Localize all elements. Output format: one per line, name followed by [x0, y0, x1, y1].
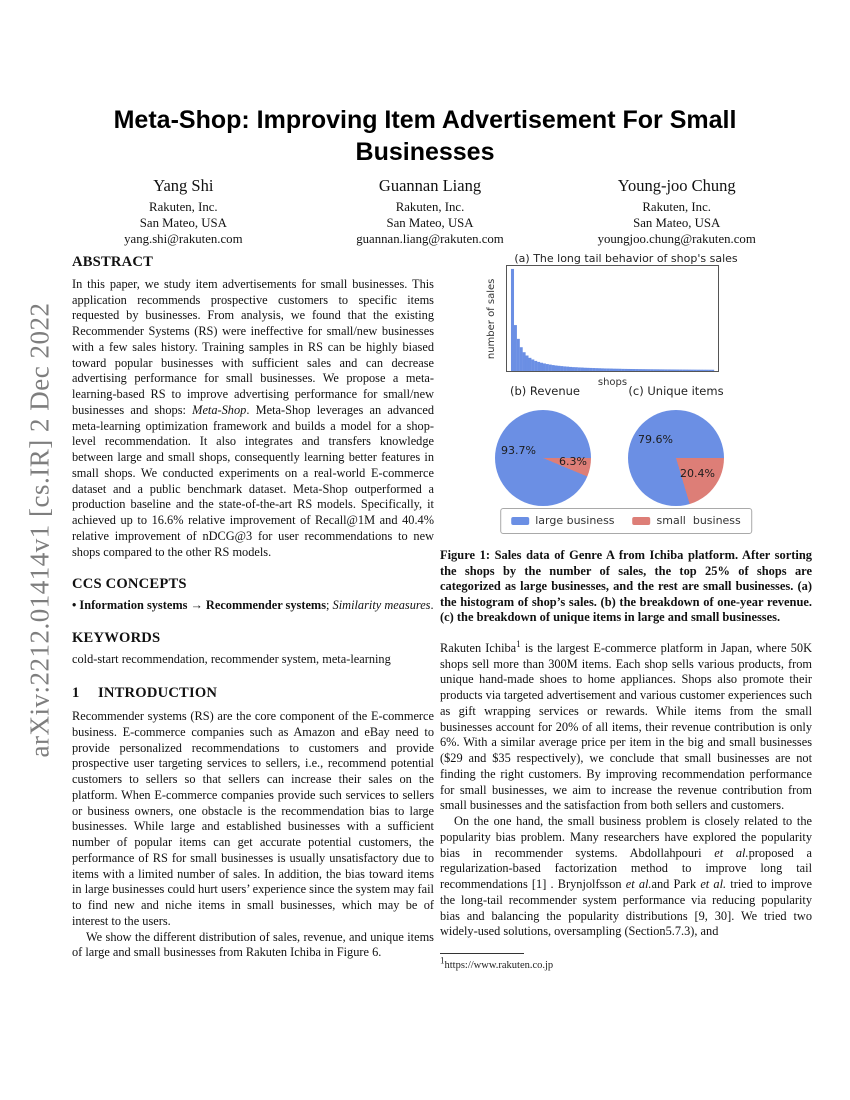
- section-number: 1: [72, 685, 80, 702]
- author-block-3: [553, 176, 800, 248]
- author-name: Yang Shi: [153, 176, 214, 195]
- figure-caption: Figure 1: Sales data of Genre A from Ichiba platform. After sorting the shops by the number of sales, the top 25% of shops are categorized as large businesses, and the rest are small businesses. (a) the histogram of shop’s sales. (b) the breakdown of one-year revenue. (c) the breakdown of unique items in large and small businesses.: [440, 548, 812, 625]
- left-column: [72, 255, 434, 961]
- pie-label-small-revenue: 6.3%: [559, 455, 587, 468]
- pie-label-large-items: 79.6%: [638, 433, 673, 446]
- footnote: [440, 955, 812, 974]
- abstract-paragraph: In this paper, we study item advertisements for small businesses. This application recommends prospective customers to specific items requested by businesses. From analysis, we found that the existing Recommender Systems (RS) were ineffective for small/new businesses with a few sales history. Training samples in RS can be highly biased toward popular businesses with sufficient sales and can decrease advertising performance for small businesses. We propose a meta-learning-based RS to improve advertising performance for small/new businesses and shops: Meta-Shop. Meta-Shop leverages an advanced meta-learning optimization framework and builds a model for a shop-level recommendation. It also integrates and transfers knowledge between large and small shops, consequently learning better features in small shops. We conducted experiments on a real-world E-commerce dataset and a public benchmark dataset. Meta-Shop outperformed a production baseline and the state-of-the-art RS models. Specifically, it achieved up to 16.6% relative improvement of Recall@1M and 40.4% relative improvement of nDCG@3 for user recommendations to new shops compared to the other RS models.: [72, 276, 434, 559]
- footnote-marker: 1: [440, 955, 445, 966]
- figure-1: [440, 248, 812, 548]
- ccs-concepts-line: • Information systems → Recommender systems; Similarity measures.: [72, 598, 434, 612]
- ccs-heading: CCS CONCEPTS: [72, 576, 187, 593]
- pie-unique-items-title: (c) Unique items: [628, 384, 724, 398]
- author-affiliation: Rakuten, Inc.: [149, 200, 218, 214]
- legend-swatch-large-icon: [511, 517, 529, 525]
- keywords-line: cold-start recommendation, recommender system, meta-learning: [72, 651, 391, 666]
- body-paragraph-1: Rakuten Ichiba$^1$ is the largest E-commerce platform in Japan, where 50K shops sell more than 300M items. Each shop sells various products, from unique hand-made shoes to home appliances. Shops also promote their products via targeted advertisement and various customer experiences such as gift wrapping services or rewards. While items from the small businesses account for 20% of all items, their revenue contribution is only 6%. With a similar average price per item in the big and small businesses ($29 and $35 respectively), we conclude that small businesses are not finding the right customers. By improving recommendation performance for small businesses, we aim to increase the revenue contribution from small businesses and the satisfaction from both sellers and customers.: [440, 638, 812, 813]
- introduction-heading: [72, 686, 434, 702]
- paper-title-line2: Businesses: [355, 138, 495, 166]
- legend-label-large: large business: [535, 514, 615, 527]
- histogram-bars: [507, 266, 718, 371]
- legend-swatch-small-icon: [633, 517, 651, 525]
- figure-legend: [500, 508, 752, 534]
- paper-title-line1: Meta-Shop: Improving Item Advertisement For Small: [113, 106, 737, 134]
- section-title: INTRODUCTION: [98, 685, 218, 702]
- author-name: Young-joo Chung: [617, 176, 736, 195]
- author-email[interactable]: yang.shi@rakuten.com: [124, 232, 243, 246]
- authors-row: [60, 176, 800, 248]
- author-affiliation: Rakuten, Inc.: [642, 200, 711, 214]
- intro-paragraph-1: Recommender systems (RS) are the core component of the E-commerce business. E-commerce companies such as Amazon and eBay need to provide personalized recommendations to customers and provide prospective user targeting services to sellers, i.e., recommend potential customers to sellers so that sellers can increase their sales on the platform. When E-commerce companies provide such services to sellers or business owners, one obstacle is the recommendation bias to large businesses. While large and established businesses with a sufficient number of popular items can get accurate potential customers, the performance of RS for small businesses is usually unsatisfactory due to items with a limited number of sales. In addition, the bias toward items in large businesses could hurt users’ experience since the system may fail to find new and niche items in small businesses, which may be of interest to the users.: [72, 709, 434, 928]
- histogram-plot: [506, 265, 719, 372]
- histogram-ylabel: number of sales: [486, 278, 498, 360]
- keywords-heading: KEYWORDS: [72, 629, 161, 646]
- author-location: San Mateo, USA: [386, 216, 474, 230]
- footnote-rule: [440, 953, 524, 954]
- pie-chart-unique-items: [628, 410, 724, 506]
- author-block-2: [307, 176, 554, 248]
- histogram-xlabel: shops: [597, 377, 628, 388]
- arxiv-watermark: arXiv:2212.01414v1 [cs.IR] 2 Dec 2022: [24, 302, 55, 758]
- author-block-1: [60, 176, 307, 248]
- footnote-zone: [440, 953, 812, 974]
- histogram-ylabel-wrap: [487, 265, 497, 372]
- histogram-title: (a) The long tail behavior of shop's sales: [514, 252, 738, 265]
- footnote-url-link[interactable]: https://www.rakuten.co.jp: [444, 960, 554, 972]
- body-paragraph-2: On the one hand, the small business problem is closely related to the popularity bias problem. Many researchers have explored the popularity bias in recommender systems. Abdollahpouri et al.proposed a regularization-based factorization method to improve long tail recommendations [1] . Brynjolfsson et al.and Park et al. tried to improve the long-tail recommender system performance via reducing popularity bias and balancing the popularity distributions [9, 30]. We tried two widely-used solutions, oversampling (Section5.7.3), and: [440, 814, 813, 939]
- right-column: [440, 248, 812, 974]
- intro-paragraph-2: We show the different distribution of sales, revenue, and unique items of large and small businesses from Rakuten Ichiba in Figure 6.: [72, 929, 434, 960]
- legend-item-large-business: [511, 513, 614, 529]
- pie-revenue-title: (b) Revenue: [509, 384, 580, 398]
- pie-label-small-items: 20.4%: [680, 467, 715, 480]
- abstract-heading: ABSTRACT: [72, 254, 154, 270]
- pie-chart-revenue: [495, 410, 591, 506]
- pie-label-large-revenue: 93.7%: [501, 444, 536, 457]
- paper-title: [0, 104, 850, 168]
- legend-label-small: small business: [656, 514, 741, 527]
- author-email[interactable]: youngjoo.chung@rakuten.com: [597, 232, 756, 246]
- author-location: San Mateo, USA: [633, 216, 721, 230]
- author-affiliation: Rakuten, Inc.: [395, 200, 465, 214]
- legend-item-small-business: [633, 513, 741, 529]
- author-name: Guannan Liang: [378, 176, 482, 195]
- author-email[interactable]: guannan.liang@rakuten.com: [356, 232, 504, 246]
- author-location: San Mateo, USA: [139, 216, 227, 230]
